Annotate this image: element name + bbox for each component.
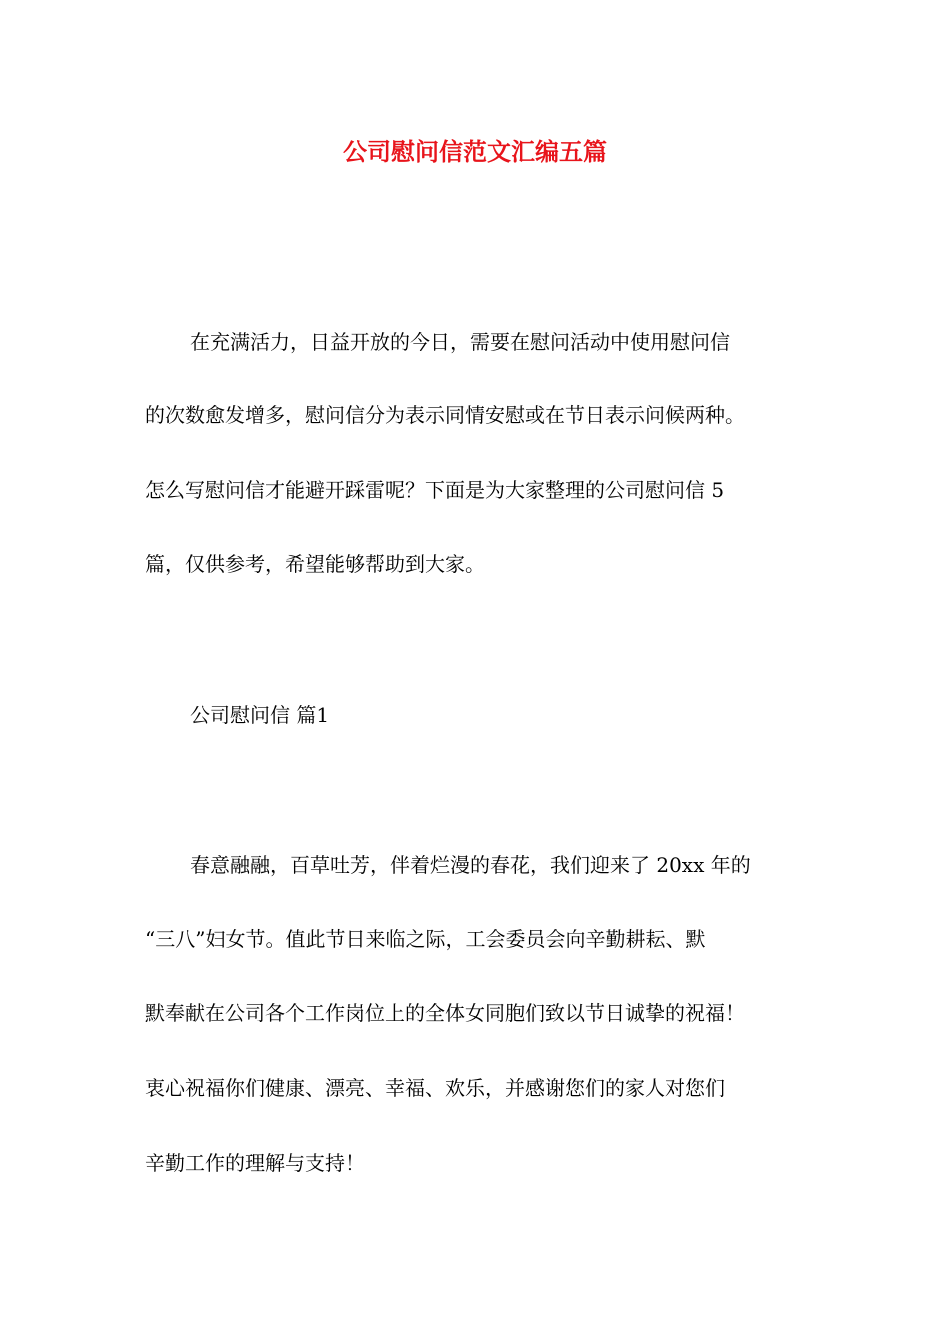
intro-line-2: 的次数愈发增多，慰问信分为表示同情安慰或在节日表示问候两种。	[145, 403, 745, 427]
intro-line-1: 在充满活力，日益开放的今日，需要在慰问活动中使用慰问信	[190, 330, 730, 354]
intro-line-3: 怎么写慰问信才能避开踩雷呢？下面是为大家整理的公司慰问信 5	[145, 478, 725, 502]
letter-line-3: 默奉献在公司各个工作岗位上的全体女同胞们致以节日诚挚的祝福！	[145, 1001, 745, 1025]
letter-line-4: 衷心祝福你们健康、漂亮、幸福、欢乐，并感谢您们的家人对您们	[145, 1076, 725, 1100]
document-title: 公司慰问信范文汇编五篇	[343, 137, 607, 166]
intro-line-4: 篇，仅供参考，希望能够帮助到大家。	[145, 552, 485, 576]
section-heading: 公司慰问信 篇1	[190, 703, 330, 727]
letter-line-5: 辛勤工作的理解与支持！	[145, 1151, 365, 1175]
letter-line-1: 春意融融，百草吐芳，伴着烂漫的春花，我们迎来了 20xx 年的	[190, 853, 751, 877]
letter-line-2: “三八”妇女节。值此节日来临之际，工会委员会向辛勤耕耘、默	[145, 927, 706, 951]
